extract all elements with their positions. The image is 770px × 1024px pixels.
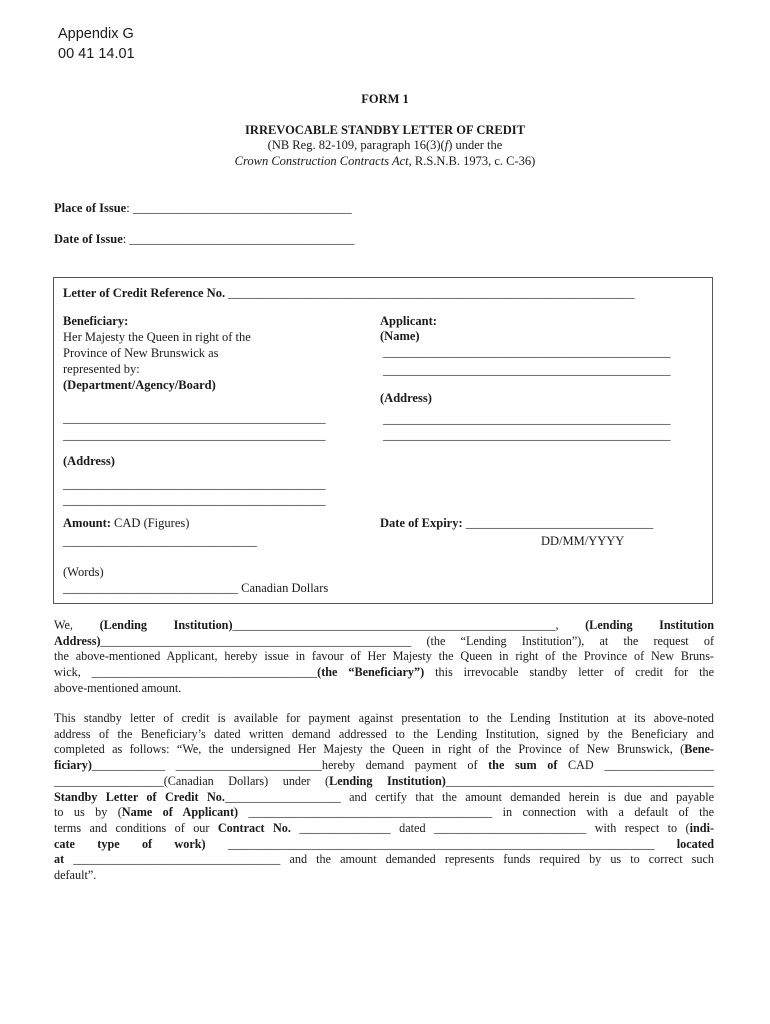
- paragraph-line: default”.: [54, 868, 97, 883]
- beneficiary-text-2: Province of New Brunswick as: [63, 346, 219, 360]
- paragraph-line: Address)___________________________________________________ (the “Lending Institution”), at the request of: [54, 633, 714, 648]
- amount-words-label: (Words): [63, 565, 104, 579]
- beneficiary-text-1: Her Majesty the Queen in right of the: [63, 330, 251, 344]
- department-blank-1[interactable]: __________________________________________: [63, 411, 326, 425]
- beneficiary-text-3: represented by:: [63, 362, 140, 376]
- beneficiary-label: Beneficiary:: [63, 314, 129, 328]
- applicant-name-blank-1[interactable]: ______________________________________________: [383, 345, 671, 359]
- date-of-issue-label: Date of Issue: [54, 232, 123, 246]
- expiry-date-field[interactable]: Date of Expiry: ______________________________: [380, 516, 654, 530]
- appendix-label: Appendix G: [58, 26, 134, 42]
- applicant-address-label: (Address): [380, 391, 432, 405]
- applicant-label: Applicant:: [380, 314, 437, 328]
- paragraph-line: terms and conditions of our Contract No. _______________ dated _________________________ with respect to (indi-: [54, 820, 715, 835]
- beneficiary-address-label: (Address): [63, 454, 115, 468]
- document-title: IRREVOCABLE STANDBY LETTER OF CREDIT: [245, 123, 525, 137]
- beneficiary-address-blank-2[interactable]: __________________________________________: [63, 493, 326, 507]
- regulation-reference: (NB Reg. 82-109, paragraph 16(3)(f) under the: [267, 138, 503, 152]
- letter-of-credit-box: [53, 277, 713, 604]
- paragraph-line: Standby Letter of Credit No.___________________ and certify that the amount demanded herein is due and payable: [54, 789, 714, 804]
- place-of-issue-blank[interactable]: : ___________________________________: [126, 201, 352, 215]
- date-of-issue-blank[interactable]: : ____________________________________: [122, 232, 355, 246]
- expiry-date-format: DD/MM/YYYY: [541, 534, 625, 548]
- date-of-issue-field[interactable]: [54, 231, 354, 247]
- amount-figures-blank[interactable]: _______________________________: [63, 534, 257, 548]
- reference-number-field[interactable]: Letter of Credit Reference No. _________________________________________________________________: [63, 286, 635, 300]
- beneficiary-address-blank-1[interactable]: __________________________________________: [63, 477, 326, 491]
- paragraph-line: cate type of work) ______________________________________________________________________ located: [54, 836, 714, 851]
- paragraph-line: the above-mentioned Applicant, hereby issue in favour of Her Majesty the Queen in right of the Province of New Bruns-: [54, 649, 714, 664]
- appendix-heading: [58, 24, 135, 64]
- paragraph-line: address of the Beneficiary’s dated written demand addressed to the Lending Institution, signed by the Beneficiary and: [54, 726, 714, 741]
- applicant-address-blank-2[interactable]: ______________________________________________: [383, 428, 671, 442]
- paragraph-line: at __________________________________ and the amount demanded represents funds required by us to correct such: [54, 852, 714, 867]
- section-number: 00 41 14.01: [58, 46, 135, 62]
- paragraph-line: to us by (Name of Applicant) ________________________________________ in connection with a default of the: [54, 805, 715, 820]
- paragraph-line: __________________(Canadian Dollars) under (Lending Institution)____________________________________________: [54, 773, 714, 788]
- paragraph-line: This standby letter of credit is available for payment against presentation to the Lending Institution at its above-noted: [54, 711, 714, 725]
- amount-field: Amount: CAD (Figures): [63, 516, 190, 530]
- form-number: FORM 1: [361, 92, 409, 106]
- demand-paragraph: [54, 711, 714, 884]
- department-label: (Department/Agency/Board): [63, 378, 216, 392]
- amount-words-field[interactable]: ____________________________ Canadian Dollars: [63, 581, 329, 595]
- act-reference: Crown Construction Contracts Act, R.S.N.B. 1973, c. C-36): [234, 154, 536, 168]
- place-of-issue-field[interactable]: [54, 200, 352, 216]
- applicant-address-blank-1[interactable]: ______________________________________________: [383, 412, 671, 426]
- department-blank-2[interactable]: __________________________________________: [63, 428, 326, 442]
- paragraph-line: above-mentioned amount.: [54, 680, 182, 695]
- applicant-name-blank-2[interactable]: ______________________________________________: [383, 363, 671, 377]
- paragraph-line: wick, _____________________________________(the “Beneficiary”) this irrevocable standby letter of credit for the: [54, 665, 714, 680]
- applicant-name-label: (Name): [380, 329, 420, 343]
- paragraph-line: We, (Lending Institution)_____________________________________________________, (Lending Institution: [54, 618, 714, 632]
- place-of-issue-label: Place of Issue: [54, 201, 127, 215]
- paragraph-line: completed as follows: “We, the undersigned Her Majesty the Queen in right of the Province of New Brunswick, (Bene-: [54, 742, 714, 757]
- issuance-paragraph: [54, 618, 714, 697]
- paragraph-line: ficiary)____________ ________________________hereby demand payment of the sum of CAD __________________: [54, 758, 715, 773]
